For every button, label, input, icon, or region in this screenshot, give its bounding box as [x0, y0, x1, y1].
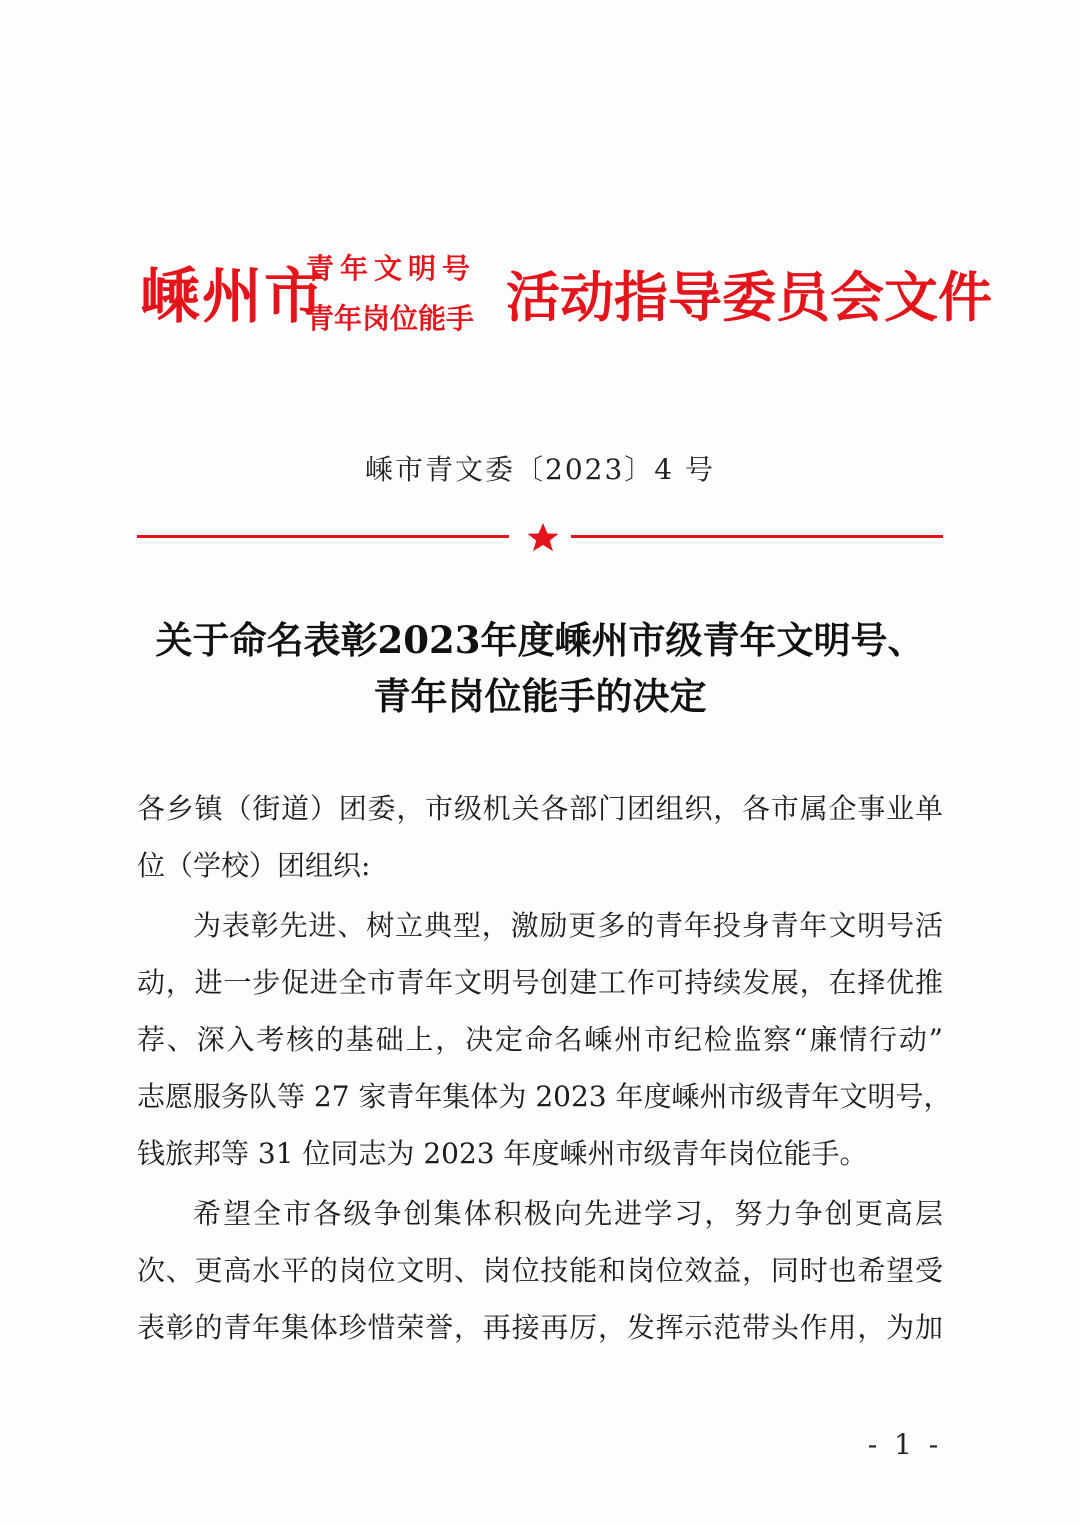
divider-right-line: [571, 535, 943, 538]
title-line1: 关于命名表彰2023年度嵊州市级青年文明号、: [155, 618, 925, 662]
red-divider: [137, 520, 943, 556]
paragraph-line: 荐、深入考核的基础上，决定命名嵊州市纪检监察“廉情行动”: [137, 1023, 943, 1056]
masthead-suffix: 活动指导委员会文件: [506, 265, 992, 329]
paragraph-line: 志愿服务队等 27 家青年集体为 2023 年度嵊州市级青年文明号，: [137, 1080, 952, 1113]
paragraph-line: 表彰的青年集体珍惜荣誉，再接再厉，发挥示范带头作用，为加: [137, 1311, 943, 1344]
document-body: [137, 780, 952, 1356]
star-icon: [528, 523, 559, 551]
document-title: [0, 612, 1080, 724]
masthead: [130, 240, 992, 350]
masthead-city: 嵊州市: [140, 262, 326, 332]
paragraph-line: 为表彰先进、树立典型，激励更多的青年投身青年文明号活: [193, 909, 943, 942]
paragraph-line: 动，进一步促进全市青年文明号创建工作可持续发展，在择优推: [137, 966, 943, 999]
page-number: - 1 -: [867, 1428, 943, 1461]
salutation-line: 位（学校）团组织:: [137, 849, 371, 882]
document-number: 嵊市青文委〔2023〕4 号: [365, 453, 715, 486]
masthead-stacked-title: [306, 244, 506, 344]
salutation-line: 各乡镇（街道）团委，市级机关各部门团组织，各市属企事业单: [137, 792, 943, 825]
paragraph-line: 次、更高水平的岗位文明、岗位技能和岗位效益，同时也希望受: [137, 1254, 943, 1287]
masthead-stack-line2: 青年岗位能手: [306, 302, 475, 335]
title-line2: 青年岗位能手的决定: [373, 674, 707, 718]
paragraph-line: 希望全市各级争创集体积极向先进学习，努力争创更高层: [193, 1197, 943, 1230]
divider-left-line: [137, 535, 509, 538]
paragraph-line: 钱旅邦等 31 位同志为 2023 年度嵊州市级青年岗位能手。: [137, 1137, 868, 1170]
masthead-stack-line1: 青年文明号: [306, 252, 477, 285]
